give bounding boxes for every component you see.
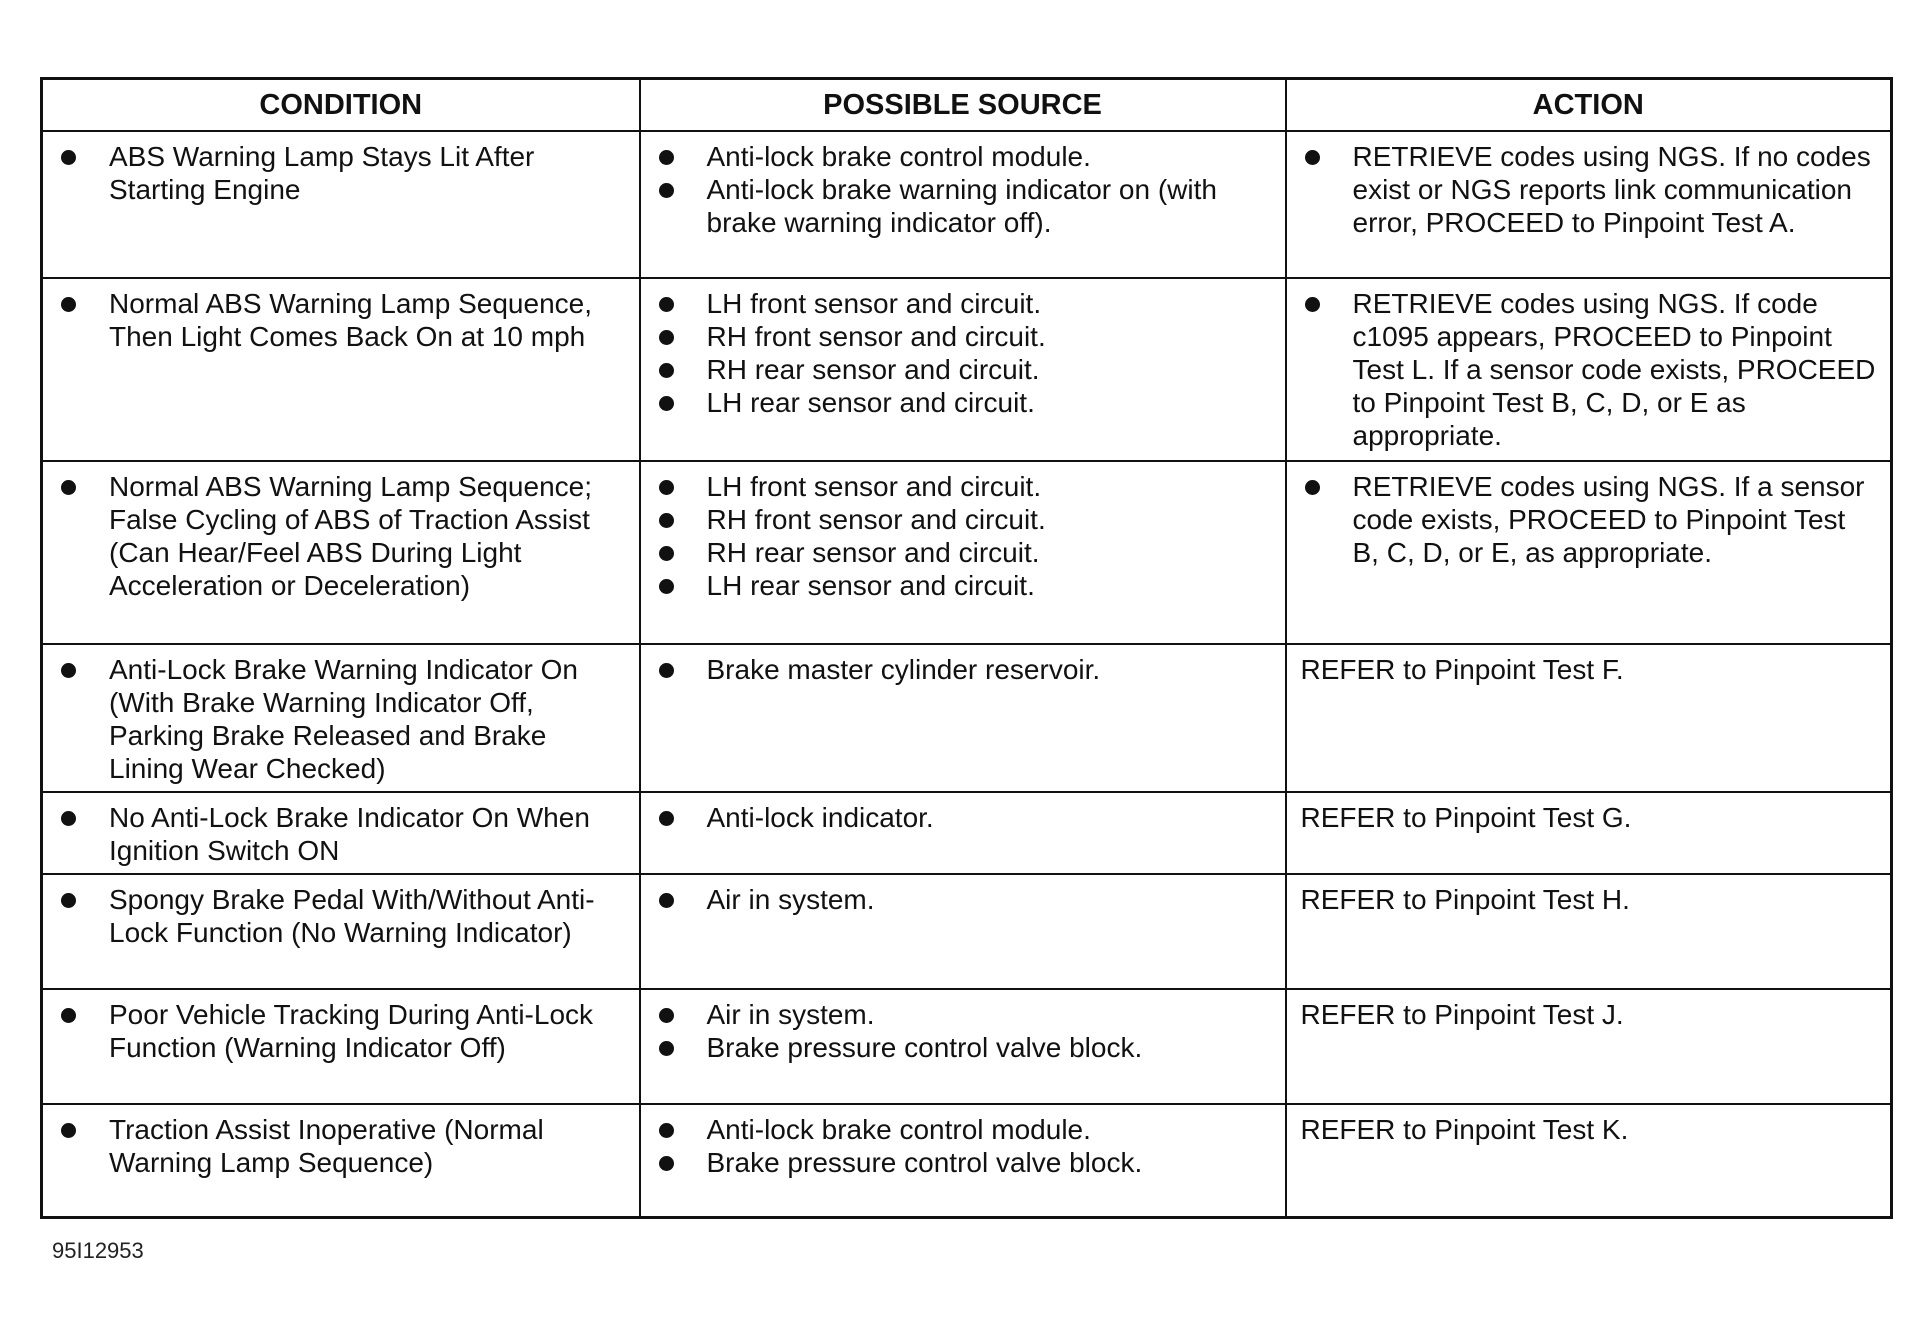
possible-source-cell [640, 1104, 1286, 1217]
possible-source-cell [640, 989, 1286, 1104]
source-item: RH rear sensor and circuit. [653, 536, 1273, 569]
condition-item: Anti-Lock Brake Warning Indicator On (With Brake Warning Indicator Off, Parking Brake Released and Brake Lining Wear Checked) [55, 653, 627, 785]
source-list [653, 470, 1273, 602]
source-item: Brake pressure control valve block. [653, 1031, 1273, 1064]
source-item: Air in system. [653, 883, 1273, 916]
condition-list [55, 1113, 627, 1179]
action-cell [1286, 461, 1892, 644]
table-body [42, 131, 1892, 1217]
source-item: Anti-lock indicator. [653, 801, 1273, 834]
source-item: Anti-lock brake warning indicator on (with brake warning indicator off). [653, 173, 1273, 239]
action-cell [1286, 644, 1892, 792]
source-item: LH front sensor and circuit. [653, 470, 1273, 503]
condition-list [55, 998, 627, 1064]
action-cell [1286, 989, 1892, 1104]
possible-source-cell [640, 874, 1286, 989]
condition-cell [42, 874, 640, 989]
source-list [653, 653, 1273, 686]
source-item: Air in system. [653, 998, 1273, 1031]
header-possible-source: POSSIBLE SOURCE [640, 79, 1286, 132]
possible-source-cell [640, 461, 1286, 644]
source-item: Anti-lock brake control module. [653, 140, 1273, 173]
action-list [1299, 140, 1879, 239]
possible-source-cell [640, 278, 1286, 461]
action-text: RETRIEVE codes using NGS. If code c1095 appears, PROCEED to Pinpoint Test L. If a sensor code exists, PROCEED to Pinpoint Test B, C, D, or E as appropriate. [1299, 287, 1879, 452]
possible-source-cell [640, 131, 1286, 278]
condition-item: ABS Warning Lamp Stays Lit After Starting Engine [55, 140, 627, 206]
table-row [42, 989, 1892, 1104]
table-row [42, 461, 1892, 644]
condition-item: Normal ABS Warning Lamp Sequence; False Cycling of ABS of Traction Assist (Can Hear/Feel ABS During Light Acceleration or Deceleration) [55, 470, 627, 602]
condition-item: Normal ABS Warning Lamp Sequence, Then Light Comes Back On at 10 mph [55, 287, 627, 353]
condition-list [55, 653, 627, 785]
table-row [42, 792, 1892, 874]
source-item: Brake pressure control valve block. [653, 1146, 1273, 1179]
action-text: REFER to Pinpoint Test G. [1300, 802, 1632, 833]
action-list [1299, 470, 1879, 569]
source-item: LH rear sensor and circuit. [653, 569, 1273, 602]
condition-list [55, 140, 627, 206]
condition-list [55, 883, 627, 949]
source-item: RH rear sensor and circuit. [653, 353, 1273, 386]
source-item: Brake master cylinder reservoir. [653, 653, 1273, 686]
action-text: REFER to Pinpoint Test F. [1300, 654, 1624, 685]
action-text: REFER to Pinpoint Test K. [1300, 1114, 1629, 1145]
condition-cell [42, 792, 640, 874]
source-list [653, 998, 1273, 1064]
action-text: RETRIEVE codes using NGS. If no codes exist or NGS reports link communication error, PROCEED to Pinpoint Test A. [1299, 140, 1879, 239]
condition-cell [42, 131, 640, 278]
condition-list [55, 801, 627, 867]
symptom-chart [40, 77, 1890, 1219]
table-row [42, 278, 1892, 461]
condition-cell [42, 461, 640, 644]
condition-item: Traction Assist Inoperative (Normal Warning Lamp Sequence) [55, 1113, 627, 1179]
source-item: RH front sensor and circuit. [653, 320, 1273, 353]
table-row [42, 1104, 1892, 1217]
condition-item: No Anti-Lock Brake Indicator On When Ignition Switch ON [55, 801, 627, 867]
source-list [653, 801, 1273, 834]
source-item: LH rear sensor and circuit. [653, 386, 1273, 419]
action-text: REFER to Pinpoint Test J. [1300, 999, 1624, 1030]
table-row [42, 644, 1892, 792]
possible-source-cell [640, 644, 1286, 792]
header-row [42, 79, 1892, 132]
condition-list [55, 287, 627, 353]
action-text: RETRIEVE codes using NGS. If a sensor code exists, PROCEED to Pinpoint Test B, C, D, or E, as appropriate. [1299, 470, 1879, 569]
action-cell [1286, 278, 1892, 461]
action-list [1299, 287, 1879, 452]
action-cell [1286, 874, 1892, 989]
condition-cell [42, 644, 640, 792]
table-row [42, 131, 1892, 278]
condition-item: Spongy Brake Pedal With/Without Anti-Lock Function (No Warning Indicator) [55, 883, 627, 949]
source-list [653, 1113, 1273, 1179]
action-cell [1286, 792, 1892, 874]
action-cell [1286, 131, 1892, 278]
action-text: REFER to Pinpoint Test H. [1300, 884, 1630, 915]
header-action: ACTION [1286, 79, 1892, 132]
source-item: LH front sensor and circuit. [653, 287, 1273, 320]
source-list [653, 883, 1273, 916]
condition-cell [42, 989, 640, 1104]
action-cell [1286, 1104, 1892, 1217]
source-list [653, 287, 1273, 419]
possible-source-cell [640, 792, 1286, 874]
diagnosis-table [40, 77, 1893, 1219]
source-item: RH front sensor and circuit. [653, 503, 1273, 536]
figure-id: 95I12953 [52, 1238, 144, 1263]
condition-cell [42, 1104, 640, 1217]
condition-cell [42, 278, 640, 461]
source-item: Anti-lock brake control module. [653, 1113, 1273, 1146]
condition-list [55, 470, 627, 602]
table-row [42, 874, 1892, 989]
source-list [653, 140, 1273, 239]
condition-item: Poor Vehicle Tracking During Anti-Lock Function (Warning Indicator Off) [55, 998, 627, 1064]
header-condition: CONDITION [42, 79, 640, 132]
